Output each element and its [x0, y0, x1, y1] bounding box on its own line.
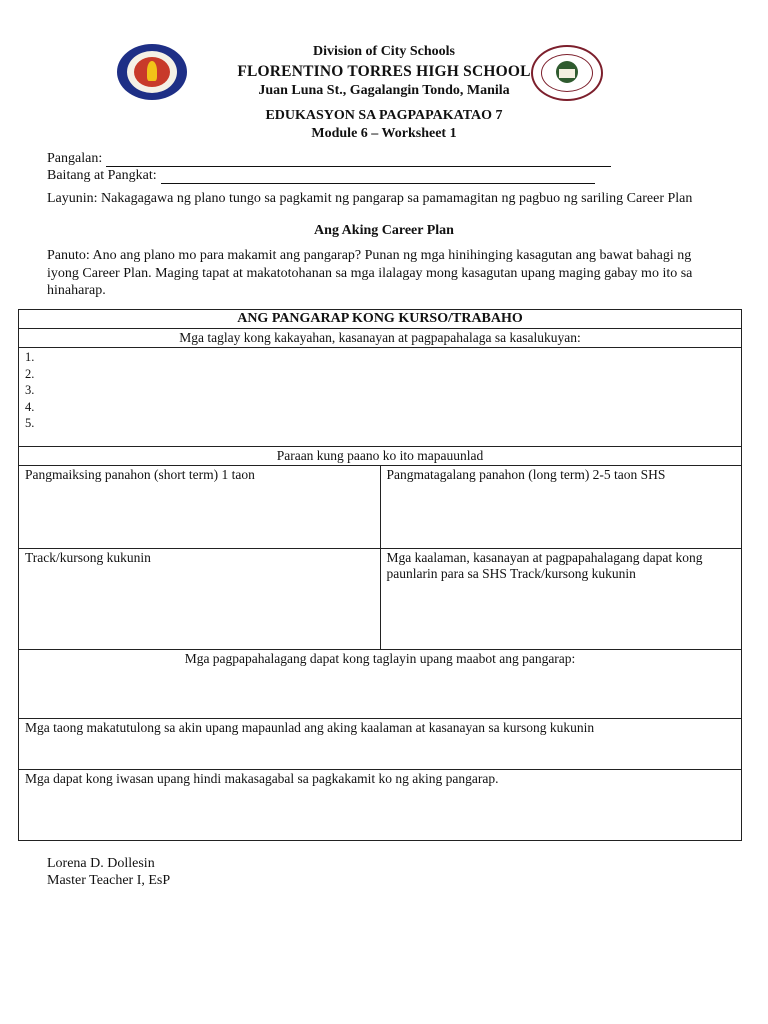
- baitang-blank[interactable]: [161, 170, 595, 184]
- school-name: FLORENTINO TORRES HIGH SCHOOL: [237, 63, 531, 80]
- table-heading: ANG PANGARAP KONG KURSO/TRABAHO: [19, 310, 742, 329]
- signatory-position: Master Teacher I, EsP: [47, 873, 171, 888]
- list-item: 1.: [25, 350, 35, 364]
- skills-label: Mga taglay kong kakayahan, kasanayan at pagpapahalaga sa kasalukuyan:: [19, 329, 742, 348]
- signatory-name: Lorena D. Dollesin: [47, 856, 155, 871]
- iwasan-cell[interactable]: Mga dapat kong iwasan upang hindi makasagabal sa pagkakamit ko ng aking pangarap.: [19, 770, 742, 841]
- kaalaman-cell[interactable]: Mga kaalaman, kasanayan at pagpapahalagang dapat kong paunlarin para sa SHS Track/kursong kukunin: [380, 549, 742, 650]
- subject-title: EDUKASYON SA PAGPAPAKATAO 7: [265, 108, 503, 123]
- division-title: Division of City Schools: [313, 44, 455, 59]
- module-title: Module 6 – Worksheet 1: [311, 126, 457, 141]
- list-item: 2.: [25, 366, 35, 381]
- pangalan-blank[interactable]: [106, 153, 611, 167]
- paraan-label: Paraan kung paano ko ito mapauunlad: [19, 447, 742, 466]
- career-plan-table: [18, 309, 742, 841]
- panuto-text: Panuto: Ano ang plano mo para makamit ang pangarap? Punan ng mga hinihinging kasagutan ang bawat bahagi ng iyong Career Plan. Maging tapat at makatotohanan sa mga ilalagay mong kasagutan upang maging gabay mo ito sa hinaharap.: [47, 248, 693, 298]
- baitang-label: Baitang at Pangkat:: [47, 168, 157, 183]
- track-cell[interactable]: Track/kursong kukunin: [19, 549, 381, 650]
- short-term-cell[interactable]: Pangmaiksing panahon (short term) 1 taon: [19, 466, 381, 549]
- layunin-text: Layunin: Nakagagawa ng plano tungo sa pagkamit ng pangarap sa pamamagitan ng pagbuo ng sariling Career Plan: [47, 191, 693, 206]
- taong-cell[interactable]: Mga taong makatutulong sa akin upang mapaunlad ang aking kaalaman at kasanayan sa kursong kukunin: [19, 719, 742, 770]
- school-address: Juan Luna St., Gagalangin Tondo, Manila: [258, 83, 510, 98]
- long-term-cell[interactable]: Pangmatagalang panahon (long term) 2-5 taon SHS: [380, 466, 742, 549]
- list-item: 3.: [25, 383, 35, 397]
- baitang-field[interactable]: [47, 168, 595, 184]
- pangalan-label: Pangalan:: [47, 151, 103, 166]
- pagpapahalaga-cell[interactable]: Mga pagpapahalagang dapat kong taglayin upang maabot ang pangarap:: [19, 650, 742, 719]
- list-item: 5.: [25, 416, 35, 430]
- skills-list[interactable]: [19, 348, 742, 447]
- pangalan-field[interactable]: [47, 151, 611, 167]
- list-item: 4.: [25, 399, 35, 414]
- career-plan-title: Ang Aking Career Plan: [314, 223, 454, 238]
